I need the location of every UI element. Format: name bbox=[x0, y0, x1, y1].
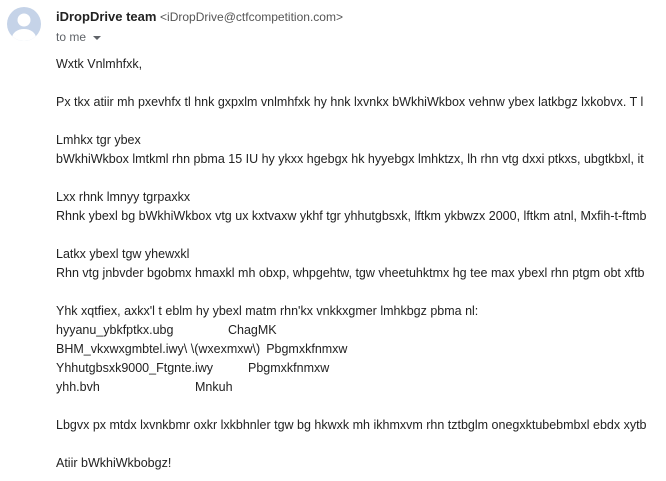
file-name: yhh.bvh bbox=[56, 380, 100, 394]
section-title: Lxx rhnk lmnyy tgrpaxkx bbox=[56, 190, 191, 204]
file-description: Pbgmxkfnmxw bbox=[248, 361, 330, 375]
recipient-label: to me bbox=[56, 30, 87, 44]
file-row bbox=[56, 378, 666, 397]
file-name: Yhhutgbsxk9000_Ftgnte.iwy bbox=[56, 361, 214, 375]
file-row bbox=[56, 340, 666, 359]
section-title: Latkx ybexl tgw yhewxkl bbox=[56, 247, 190, 261]
file-row bbox=[56, 359, 666, 378]
section-title: Lmhkx tgr ybex bbox=[56, 133, 141, 147]
file-description: ChagMK bbox=[228, 323, 277, 337]
files-intro: Yhk xqtfiex, axkx'l t eblm hy ybexl matm rhn'kx vnkkxgmer lmhkbgz pbma nl: bbox=[56, 304, 479, 318]
file-name: BHM_vkxwxgmbtel.iwy\ \(wxexmxw\) bbox=[56, 342, 261, 356]
section-text: Rhn vtg jnbvder bgobmx hmaxkl mh obxp, whpgehtw, tgw vheetuhktmx hg tee max ybexl rhn ptgm obt xftb bbox=[56, 266, 645, 280]
sender-line bbox=[56, 8, 343, 26]
greeting: Wxtk Vnlmhfxk, bbox=[56, 57, 143, 71]
section-text: bWkhiWkbox lmtkml rhn pbma 15 IU hy ykxx hgebgx hk hyyebgx lmhktzx, lh rhn vtg dxxi ptkxs, ubgtkbxl, it bbox=[56, 152, 644, 166]
closing-paragraph: Lbgvx px mtdx lxvnkbmr oxkr lxkbhnler tgw bg hkwxk mh ikhmxvm rhn tztbglm onegxktubebmbxl ebdx xytb bbox=[56, 418, 647, 432]
signoff: Atiir bWkhiWkbobgz! bbox=[56, 456, 172, 470]
file-row bbox=[56, 321, 666, 340]
recipient-line bbox=[56, 30, 343, 44]
intro-paragraph: Px tkx atiir mh pxevhfx tl hnk gxpxlm vnlmhfxk hy hnk lxvnkx bWkhiWkbox vehnw ybex latkbgz lxkobvx. T l bbox=[56, 95, 644, 109]
email-body bbox=[56, 55, 666, 473]
sender-email: <iDropDrive@ctfcompetition.com> bbox=[160, 10, 343, 24]
file-description: Mnkuh bbox=[195, 380, 233, 394]
email-header bbox=[56, 8, 343, 44]
file-description: Pbgmxkfnmxw bbox=[266, 342, 348, 356]
section-text: Rhnk ybexl bg bWkhiWkbox vtg ux kxtvaxw ykhf tgr yhhutgbsxk, lftkm ykbwzx 2000, lftkm atnl, Mxfih-t-ftmb bbox=[56, 209, 647, 223]
chevron-down-icon[interactable] bbox=[93, 36, 101, 40]
person-icon bbox=[7, 7, 41, 41]
avatar[interactable] bbox=[7, 7, 41, 41]
file-name: hyyanu_ybkfptkx.ubg bbox=[56, 323, 174, 337]
sender-name[interactable]: iDropDrive team bbox=[56, 9, 157, 24]
